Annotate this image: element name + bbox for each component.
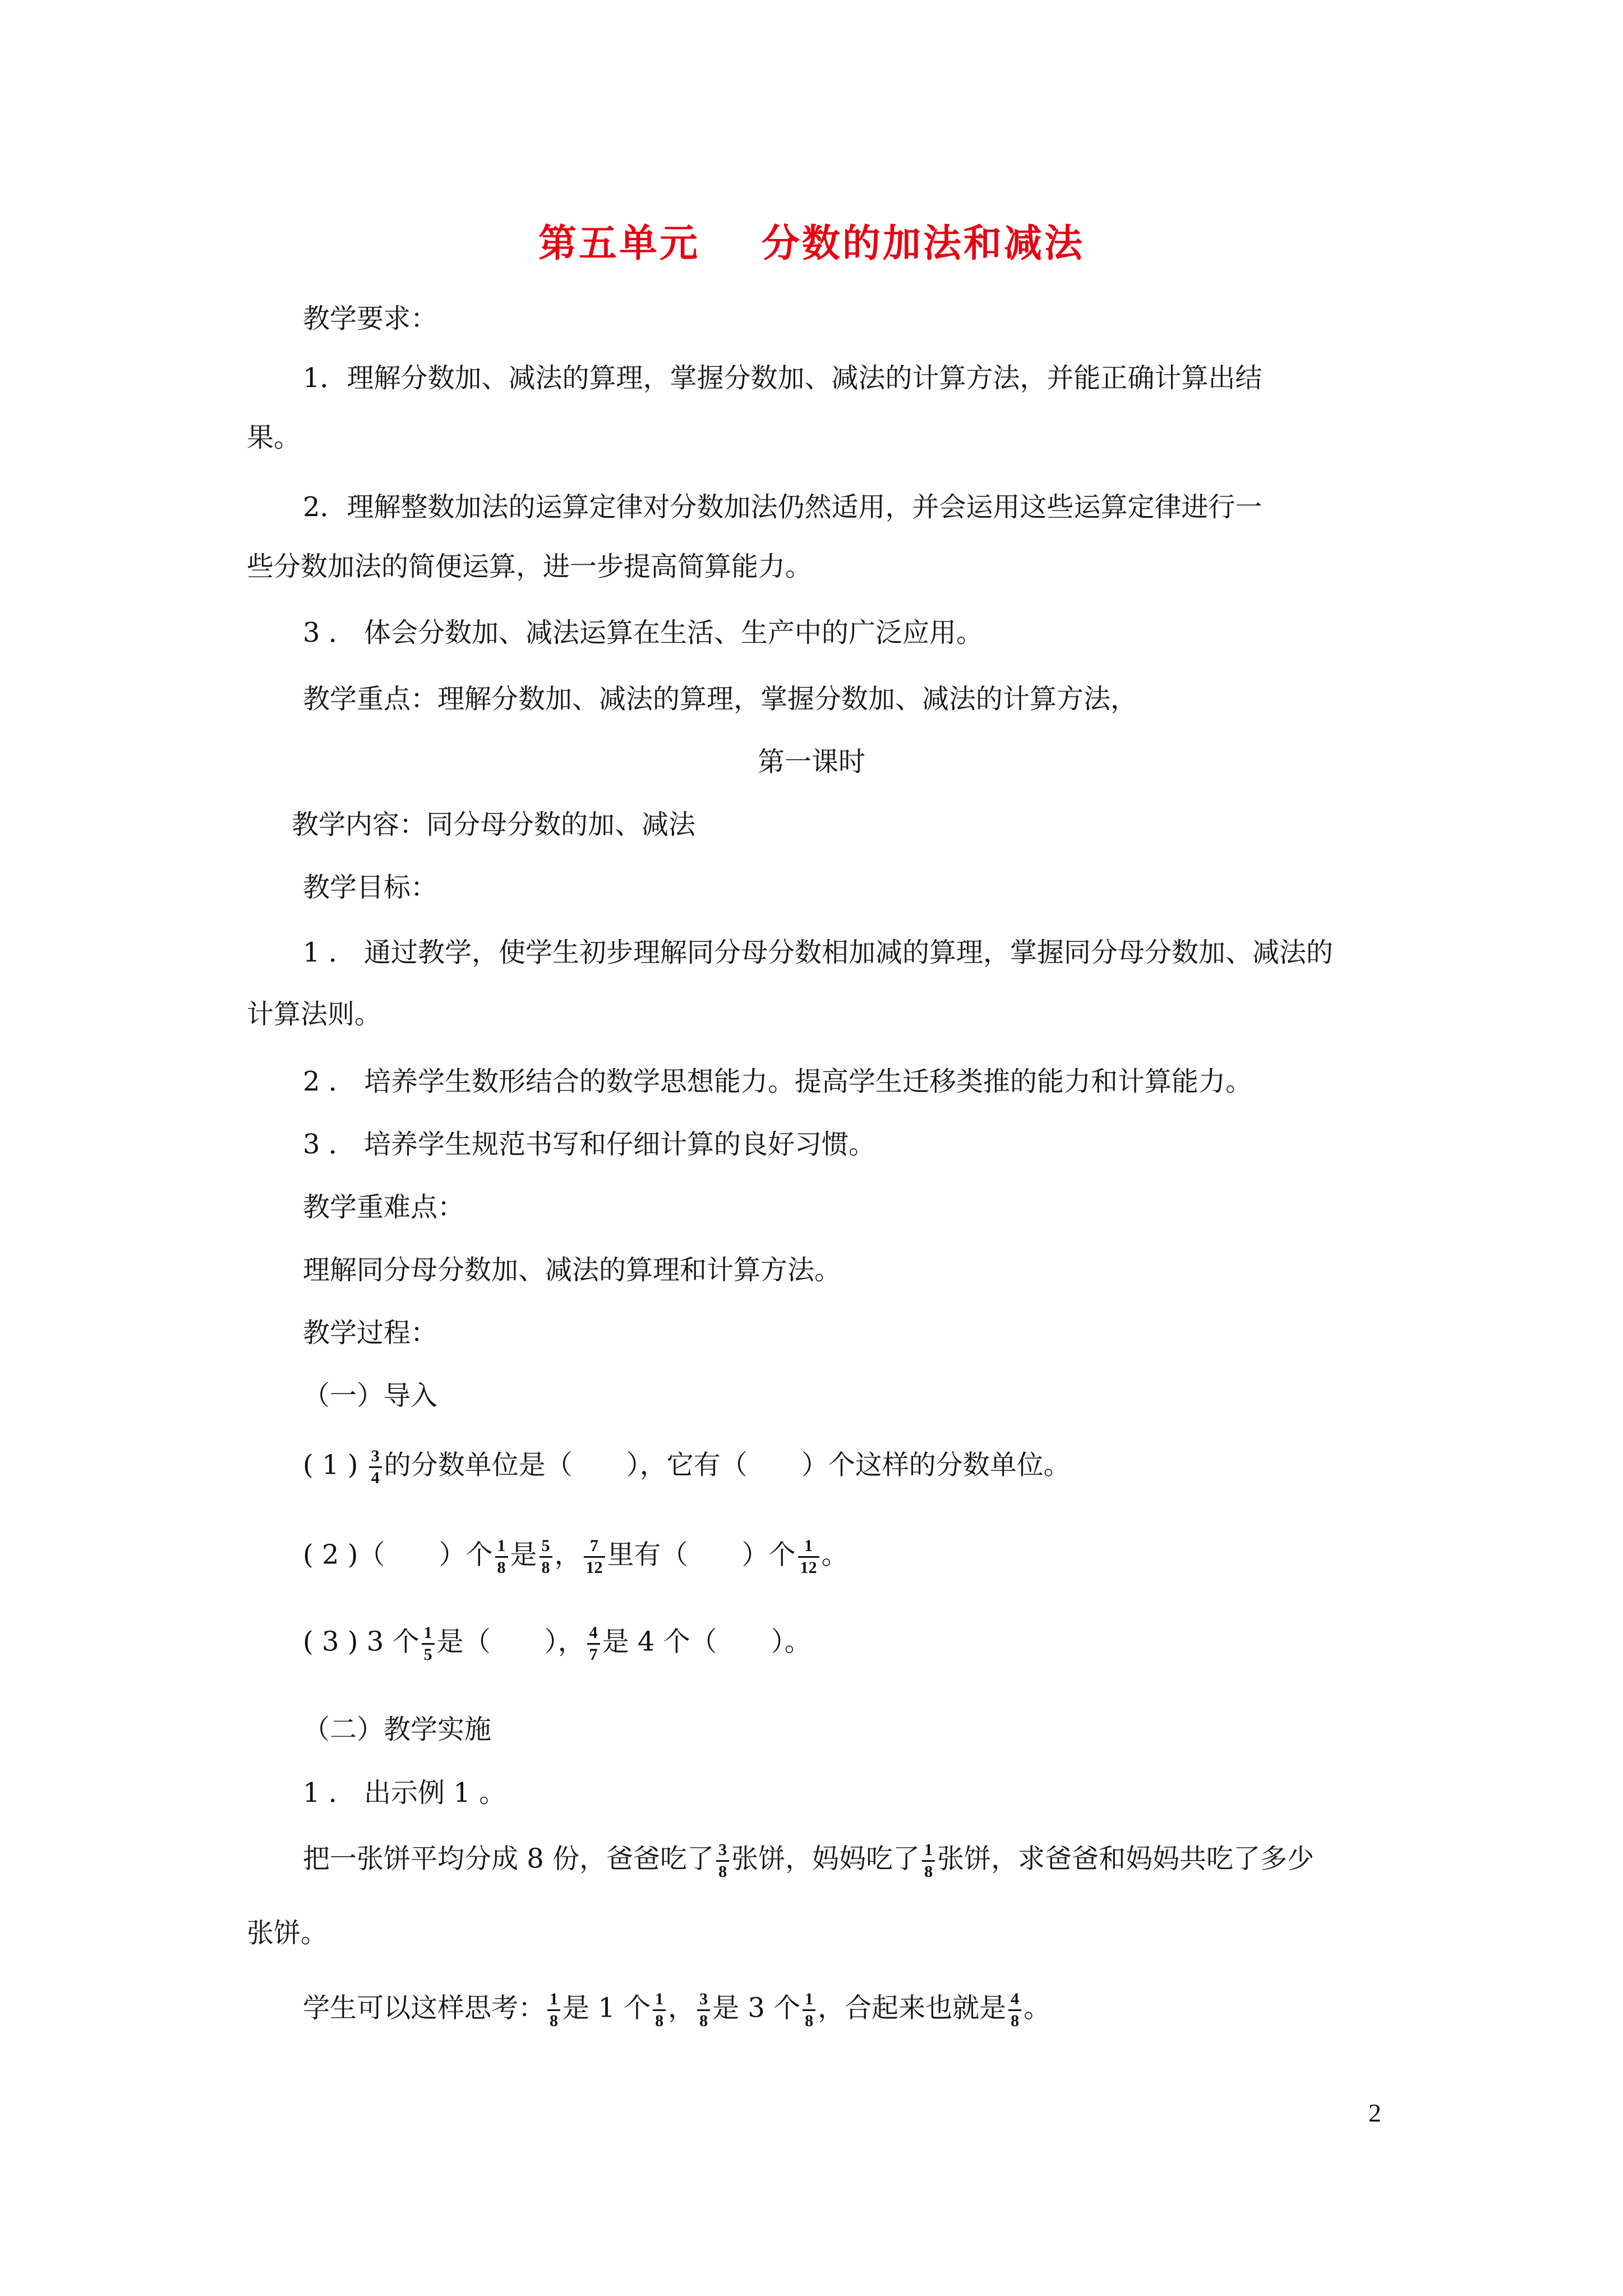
question-3: ( 3 ) 3 个 $\frac{1}{5}$ 是（ ）， $\frac{4}{7}$ 是 4 个（ ）。 [303, 1623, 811, 1664]
unit-title-part1: 第五单元 [538, 221, 700, 266]
fraction: $\frac{1}{8}$ [803, 1990, 815, 2030]
student-thinking: 学生可以这样思考： $\frac{1}{8}$ 是 1 个 $\frac{1}{8}$ ， $\frac{3}{8}$ 是 3 个 $\frac{1}{8}$ ，合起来也就是 $\frac{4}{8}$ 。 [303, 1990, 1051, 2030]
section-implementation-heading: （二）教学实施 [303, 1714, 492, 1745]
fraction: $\frac{4}{8}$ [1008, 1990, 1021, 2030]
fraction: $\frac{3}{8}$ [697, 1990, 710, 2030]
requirement-1-line-1: 1．理解分数加、减法的算理，掌握分数加、减法的计算方法，并能正确计算出结 [303, 362, 1262, 394]
fraction: $\frac{1}{5}$ [422, 1624, 435, 1663]
fraction: $\frac{1}{8}$ [653, 1990, 666, 2030]
teaching-content: 教学内容：同分母分数的加、减法 [292, 809, 696, 840]
goal-2: 2 ． 培养学生数形结合的数学思想能力。提高学生迁移类推的能力和计算能力。 [303, 1066, 1253, 1097]
requirement-2-line-1: 2．理解整数加法的运算定律对分数加法仍然适用，并会运用这些运算定律进行一 [303, 491, 1262, 523]
requirement-2-line-2: 些分数加法的简便运算，进一步提高简算能力。 [247, 551, 813, 582]
requirement-1-line-2: 果。 [247, 422, 301, 453]
goal-1-line-2: 计算法则。 [247, 999, 382, 1030]
fraction: $\frac{1}{8}$ [922, 1841, 935, 1880]
fraction: $\frac{4}{7}$ [587, 1624, 600, 1663]
example-1-line-1: 把一张饼平均分成 8 份，爸爸吃了 $\frac{3}{8}$ 张饼，妈妈吃了 $\frac{1}{8}$ 张饼，求爸爸和妈妈共吃了多少 [303, 1841, 1315, 1881]
lesson-title: 第一课时 [757, 746, 865, 777]
goals-heading: 教学目标： [303, 872, 438, 903]
section-intro-heading: （一）导入 [303, 1380, 438, 1411]
process-heading: 教学过程： [303, 1317, 438, 1349]
unit-title-part2: 分数的加法和减法 [762, 221, 1085, 266]
fraction: $\frac{5}{8}$ [540, 1537, 552, 1576]
question-2: ( 2 )（ ）个 $\frac{1}{8}$ 是 $\frac{5}{8}$ ， $\frac{7}{12}$ 里有（ ）个 $\frac{1}{12}$ 。 [303, 1536, 849, 1577]
goal-1-line-1: 1 ． 通过教学，使学生初步理解同分母分数相加减的算理，掌握同分母分数加、减法的 [303, 937, 1334, 968]
page-number: 2 [1368, 2099, 1381, 2127]
goal-3: 3 ． 培养学生规范书写和仔细计算的良好习惯。 [303, 1129, 876, 1160]
fraction: $\frac{7}{12}$ [584, 1537, 605, 1576]
example-intro: 1 ． 出示例 1 。 [303, 1777, 506, 1809]
fraction: $\frac{3}{4}$ [369, 1447, 382, 1487]
fraction: $\frac{1}{12}$ [798, 1537, 819, 1576]
unit-title [0, 213, 1623, 268]
fraction: $\frac{3}{8}$ [716, 1841, 729, 1880]
question-1: ( 1 ) $\frac{3}{4}$ 的分数单位是（ ），它有（ ）个这样的分数单位。 [303, 1447, 1071, 1487]
key-points: 教学重点：理解分数加、减法的算理，掌握分数加、减法的计算方法， [303, 683, 1138, 715]
fraction: $\frac{1}{8}$ [547, 1990, 560, 2030]
fraction: $\frac{1}{8}$ [495, 1537, 508, 1576]
requirement-3: 3 ． 体会分数加、减法运算在生活、生产中的广泛应用。 [303, 617, 984, 648]
requirements-heading: 教学要求： [303, 303, 438, 334]
difficulty-heading: 教学重难点： [303, 1191, 465, 1223]
example-1-line-2: 张饼。 [247, 1917, 328, 1949]
difficulty-text: 理解同分母分数加、减法的算理和计算方法。 [303, 1254, 842, 1286]
